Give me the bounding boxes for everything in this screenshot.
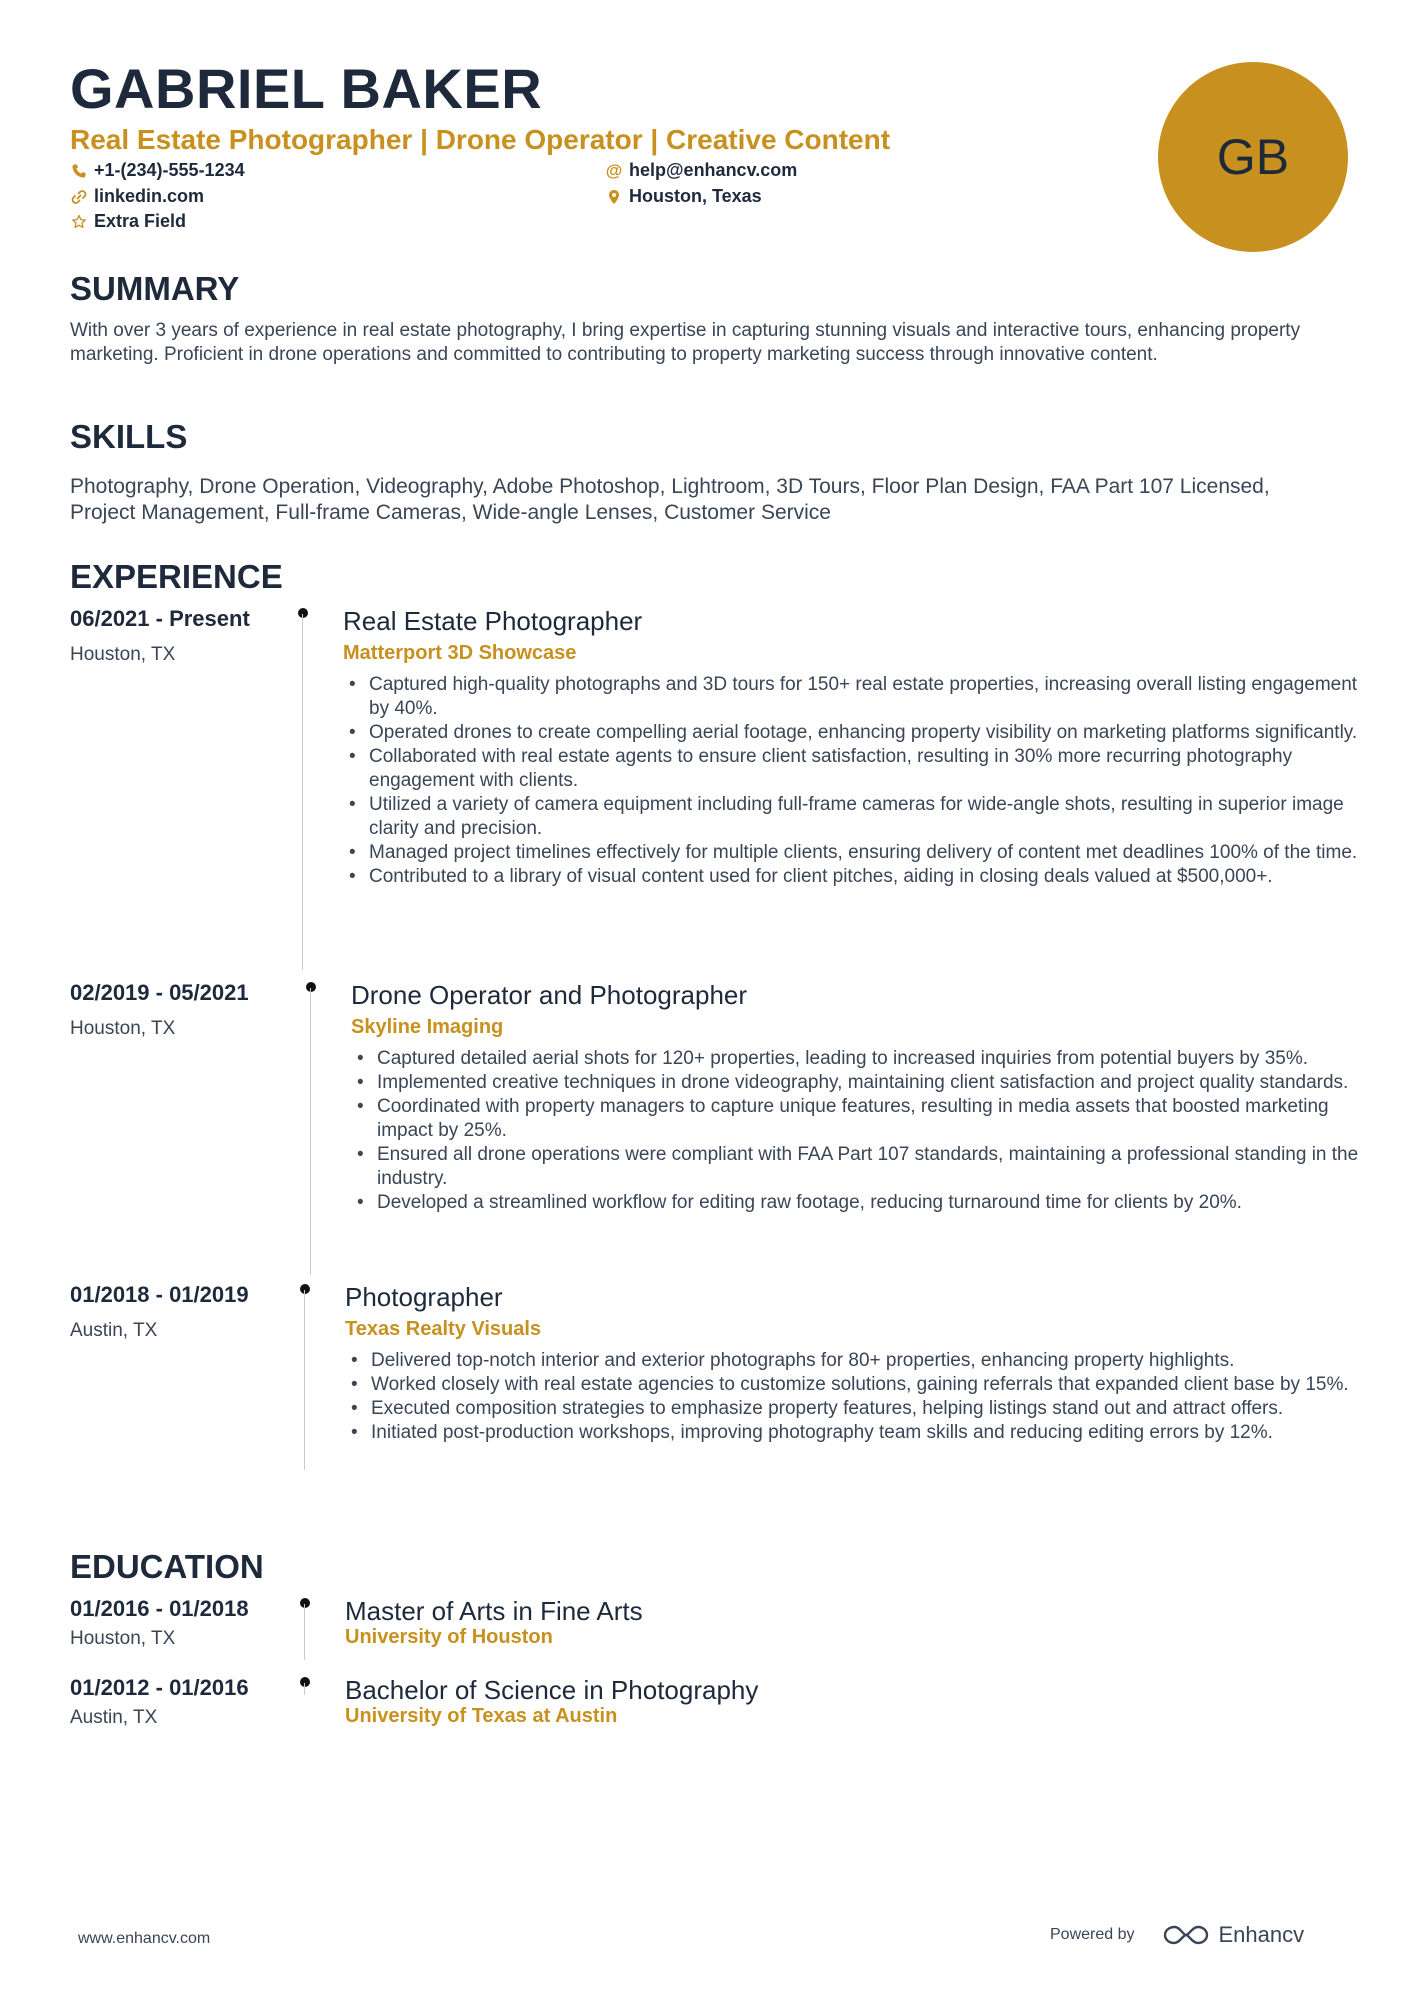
footer-powered-by [1050, 1922, 1304, 1948]
enhancv-logo[interactable] [1163, 1922, 1305, 1948]
education-school: University of Texas at Austin [345, 1705, 618, 1727]
list-item: • Worked closely with real estate agencies to customize solutions, gaining referrals that expanded client base by 15%. [345, 1373, 1349, 1397]
list-item: • Ensured all drone operations were compliant with FAA Part 107 standards, maintaining a professional standing in the industry. [351, 1143, 1360, 1191]
phone-icon [70, 162, 88, 180]
timeline-dot [300, 1677, 310, 1687]
timeline-line [304, 1290, 305, 1470]
summary-heading: SUMMARY [70, 270, 240, 307]
education-entry [70, 1675, 1360, 1728]
experience-role: Real Estate Photographer [343, 606, 643, 636]
experience-details [351, 980, 1360, 1215]
list-item: • Operated drones to create compelling aerial footage, enhancing property visibility on marketing platforms significantly. [343, 721, 1360, 745]
website-text: linkedin.com [94, 186, 205, 206]
phone-text: +1-(234)-555-1234 [94, 160, 245, 180]
extra-text: Extra Field [94, 211, 187, 231]
list-item: • Captured high-quality photographs and 3D tours for 150+ real estate properties, increasing overall listing engagement by 40%. [343, 673, 1360, 721]
skills-text: Photography, Drone Operation, Videography, Adobe Photoshop, Lightroom, 3D Tours, Floor Plan Design, FAA Part 107 Licensed, Project Management, Full-frame Cameras, Wide-angle Lenses, Customer Service [70, 475, 1270, 524]
list-item: • Implemented creative techniques in drone videography, maintaining client satisfaction and project quality standards. [351, 1071, 1360, 1095]
experience-role: Drone Operator and Photographer [351, 980, 748, 1010]
list-item: • Collaborated with real estate agents to ensure client satisfaction, resulting in 30% more recurring photography engagement with clients. [343, 745, 1360, 793]
timeline-dot [298, 608, 308, 618]
contact-website[interactable] [70, 186, 204, 207]
experience-entry [70, 606, 1360, 970]
summary-text: With over 3 years of experience in real estate photography, I bring expertise in capturing stunning visuals and interactive tours, enhancing property marketing. Proficient in drone operations and committed to contributing to property marketing success through innovative content. [70, 320, 1301, 365]
at-icon: @ [605, 160, 623, 180]
list-item: • Developed a streamlined workflow for editing raw footage, reducing turnaround time for clients by 20%. [351, 1191, 1360, 1215]
timeline-line [310, 988, 311, 1275]
timeline-line [302, 614, 303, 970]
experience-details [345, 1282, 1349, 1445]
experience-entry [70, 980, 1360, 1275]
contact-email[interactable] [605, 160, 797, 181]
star-icon [70, 213, 88, 231]
list-item: • Coordinated with property managers to capture unique features, resulting in media assets that boosted marketing impact by 25%. [351, 1095, 1360, 1143]
experience-bullets [351, 1047, 1360, 1215]
experience-bullets [345, 1349, 1349, 1445]
education-location: Houston, TX [70, 1628, 176, 1649]
education-school: University of Houston [345, 1626, 553, 1648]
list-item: • Managed project timelines effectively for multiple clients, ensuring delivery of content met deadlines 100% of the time. [343, 841, 1360, 865]
experience-location: Houston, TX [70, 644, 176, 665]
location-text: Houston, Texas [629, 186, 762, 206]
experience-company: Texas Realty Visuals [345, 1318, 542, 1340]
experience-date: 06/2021 - Present [70, 606, 250, 631]
list-item: • Delivered top-notch interior and exterior photographs for 80+ properties, enhancing property highlights. [345, 1349, 1349, 1373]
footer-website[interactable]: www.enhancv.com [78, 1930, 211, 1947]
powered-by-text: Powered by [1050, 1926, 1135, 1943]
education-date: 01/2012 - 01/2016 [70, 1675, 249, 1700]
experience-role: Photographer [345, 1282, 503, 1312]
list-item: • Utilized a variety of camera equipment including full-frame cameras for wide-angle shots, resulting in superior image clarity and precision. [343, 793, 1360, 841]
education-degree: Master of Arts in Fine Arts [345, 1596, 643, 1626]
education-degree: Bachelor of Science in Photography [345, 1675, 759, 1705]
experience-entry [70, 1282, 1360, 1482]
education-details [345, 1675, 758, 1728]
timeline-dot [300, 1598, 310, 1608]
candidate-title: Real Estate Photographer | Drone Operator | Creative Content [70, 124, 891, 155]
experience-company: Matterport 3D Showcase [343, 642, 577, 664]
location-pin-icon [605, 188, 623, 206]
email-text: help@enhancv.com [629, 160, 798, 180]
timeline-line [304, 1683, 305, 1695]
education-location: Austin, TX [70, 1707, 158, 1728]
infinity-logo-icon [1163, 1922, 1209, 1948]
timeline-line [304, 1604, 305, 1660]
timeline-dot [300, 1284, 310, 1294]
education-date: 01/2016 - 01/2018 [70, 1596, 249, 1621]
experience-location: Austin, TX [70, 1320, 158, 1341]
contact-extra [70, 211, 186, 232]
link-icon [70, 188, 88, 206]
experience-bullets [343, 673, 1360, 889]
experience-company: Skyline Imaging [351, 1016, 504, 1038]
list-item: • Executed composition strategies to emphasize property features, helping listings stand out and attract offers. [345, 1397, 1349, 1421]
skills-heading: SKILLS [70, 418, 188, 455]
experience-date: 01/2018 - 01/2019 [70, 1282, 249, 1307]
education-heading: EDUCATION [70, 1548, 264, 1585]
list-item: • Captured detailed aerial shots for 120+ properties, leading to increased inquiries from potential buyers by 35%. [351, 1047, 1360, 1071]
experience-details [343, 606, 1360, 889]
education-details [345, 1596, 643, 1649]
experience-date: 02/2019 - 05/2021 [70, 980, 249, 1005]
list-item: • Initiated post-production workshops, improving photography team skills and reducing editing errors by 12%. [345, 1421, 1349, 1445]
experience-heading: EXPERIENCE [70, 558, 283, 595]
timeline-dot [306, 982, 316, 992]
list-item: • Contributed to a library of visual content used for client pitches, aiding in closing deals valued at $500,000+. [343, 865, 1360, 889]
education-entry [70, 1596, 1360, 1666]
contact-phone[interactable] [70, 160, 245, 181]
contact-location [605, 186, 762, 207]
brand-text: Enhancv [1218, 1922, 1305, 1947]
experience-location: Houston, TX [70, 1018, 176, 1039]
avatar: GB [1158, 62, 1348, 252]
candidate-name: GABRIEL BAKER [70, 57, 543, 120]
